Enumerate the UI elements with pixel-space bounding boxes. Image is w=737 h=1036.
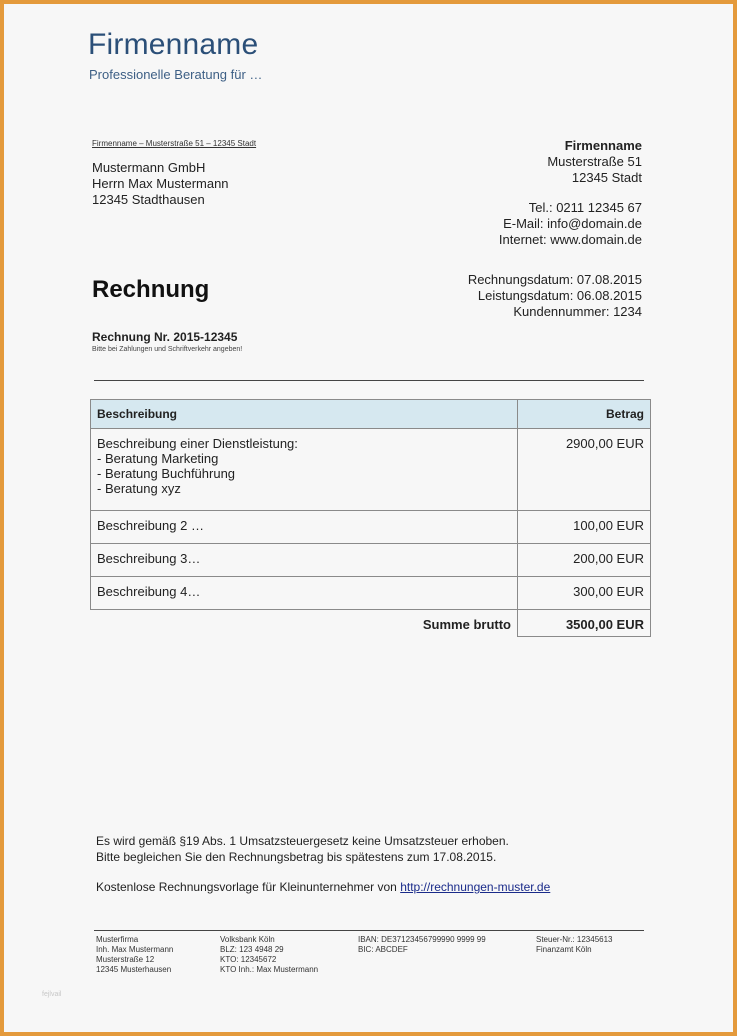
- contact-email: E-Mail: info@domain.de: [503, 216, 642, 231]
- company-address: [547, 138, 642, 186]
- recipient-line: Herrn Max Mustermann: [92, 176, 229, 191]
- footer-line: Musterstraße 12: [96, 955, 155, 964]
- invoice-number: Rechnung Nr. 2015-12345: [92, 330, 238, 344]
- total-amount: 3500,00 EUR: [518, 610, 651, 637]
- footer-line: Inh. Max Mustermann: [96, 945, 174, 954]
- table-row: [91, 544, 651, 577]
- brand-tagline: Professionelle Beratung für …: [89, 67, 263, 82]
- company-city: 12345 Stadt: [571, 170, 642, 185]
- row-amount: 300,00 EUR: [518, 577, 651, 610]
- table-header-row: [91, 400, 651, 429]
- row-description: Beschreibung 2 …: [91, 511, 518, 544]
- sender-return-line: Firmenname – Musterstraße 51 – 12345 Stadt: [92, 139, 257, 148]
- recipient-line: Mustermann GmbH: [92, 160, 206, 175]
- brand-name: Firmenname: [88, 28, 259, 61]
- row-amount: 200,00 EUR: [518, 544, 651, 577]
- credit-link[interactable]: http://rechnungen-muster.de: [400, 880, 551, 894]
- footer-line: Volksbank Köln: [220, 935, 275, 944]
- footer-bank: [220, 935, 318, 975]
- footer-divider: [94, 930, 644, 931]
- divider-line: [94, 380, 644, 381]
- recipient-address: [92, 160, 229, 208]
- footer-line: KTO: 12345672: [220, 955, 277, 964]
- template-credit: [96, 880, 550, 894]
- footer-line: KTO Inh.: Max Mustermann: [220, 965, 319, 974]
- contact-block: [499, 200, 642, 248]
- header-amount: Betrag: [518, 400, 651, 429]
- row-description: [91, 429, 518, 511]
- footer-company: [96, 935, 173, 975]
- row-description: Beschreibung 4…: [91, 577, 518, 610]
- invoice-number-note: Bitte bei Zahlungen und Schriftverkehr angeben!: [92, 346, 243, 353]
- footer-iban: [358, 935, 486, 955]
- table-row: [91, 429, 651, 511]
- table-row: [91, 511, 651, 544]
- customer-number: Kundennummer: 1234: [513, 304, 642, 319]
- footer-line: BIC: ABCDEF: [358, 945, 408, 954]
- recipient-line: 12345 Stadthausen: [92, 192, 205, 207]
- footer-line: Finanzamt Köln: [536, 945, 592, 954]
- service-date: Leistungsdatum: 06.08.2015: [477, 288, 642, 303]
- invoice-dates: [468, 272, 642, 320]
- footer-line: Steuer-Nr.: 12345613: [536, 935, 613, 944]
- total-row: [91, 610, 651, 637]
- note-line: Es wird gemäß §19 Abs. 1 Umsatzsteuergesetz keine Umsatzsteuer erhoben.: [96, 834, 509, 848]
- table-row: [91, 577, 651, 610]
- contact-internet: Internet: www.domain.de: [498, 232, 642, 247]
- note-line: Bitte begleichen Sie den Rechnungsbetrag bis spätestens zum 17.08.2015.: [96, 850, 497, 864]
- header-description: Beschreibung: [91, 400, 518, 429]
- footer-tax: [536, 935, 613, 955]
- credit-text: Kostenlose Rechnungsvorlage für Kleinunternehmer von: [96, 880, 401, 894]
- tax-notes: [96, 833, 509, 865]
- footer-line: 12345 Musterhausen: [96, 965, 172, 974]
- line-items-table: [90, 399, 651, 637]
- row-amount: 100,00 EUR: [518, 511, 651, 544]
- footer-line: Musterfirma: [96, 935, 139, 944]
- invoice-date: Rechnungsdatum: 07.08.2015: [467, 272, 642, 287]
- row-description: Beschreibung 3…: [91, 544, 518, 577]
- total-label: Summe brutto: [422, 617, 511, 632]
- description-line: - Beratung Buchführung: [97, 466, 236, 481]
- invoice-title: Rechnung: [92, 276, 210, 303]
- watermark: fejlvail: [42, 991, 62, 998]
- footer-line: BLZ: 123 4948 29: [220, 945, 284, 954]
- row-amount: 2900,00 EUR: [518, 429, 651, 511]
- contact-tel: Tel.: 0211 12345 67: [528, 200, 642, 215]
- description-line: - Beratung xyz: [97, 481, 181, 496]
- company-name: Firmenname: [564, 138, 642, 153]
- footer-line: IBAN: DE37123456799990 9999 99: [358, 935, 486, 944]
- description-line: - Beratung Marketing: [97, 451, 219, 466]
- company-street: Musterstraße 51: [547, 154, 642, 169]
- description-line: Beschreibung einer Dienstleistung:: [97, 436, 298, 451]
